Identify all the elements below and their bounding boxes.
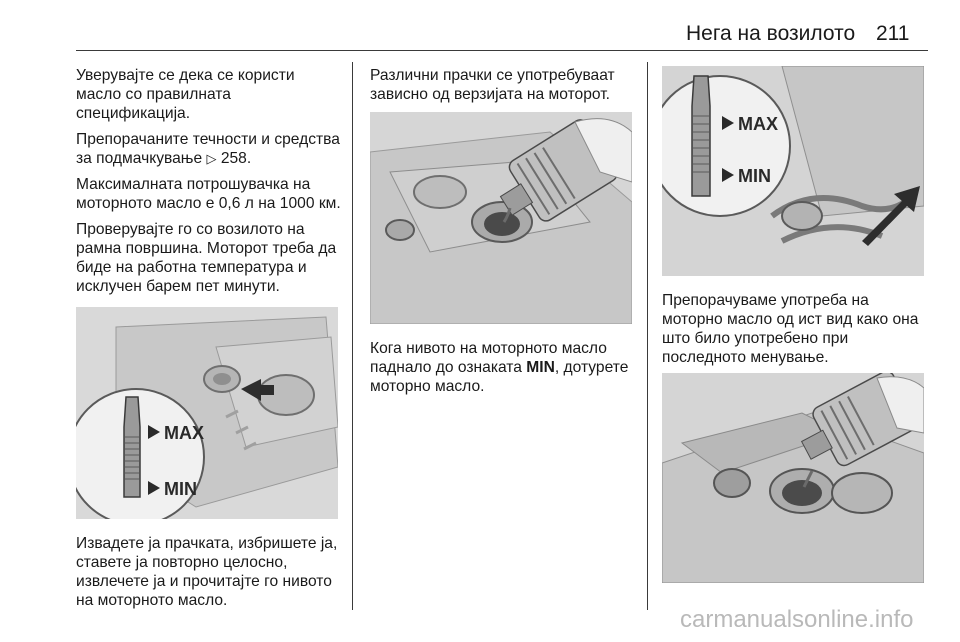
header-rule: [76, 50, 928, 51]
col1-para2: [76, 130, 342, 168]
dipstick-min-label: MIN: [164, 479, 197, 499]
dipstick-max-label: MAX: [164, 423, 204, 443]
figure-oil-refill: [370, 112, 632, 324]
col1-para4: Проверувајте го со возилото на рамна површина. Моторот треба да биде на работна температура и исклучен барем пет минути.: [76, 221, 337, 295]
col1-para3: Максималната потрошувачка на моторното масло е 0,6 л на 1000 км.: [76, 176, 341, 212]
col2-caption: [370, 339, 638, 396]
illustration-oil-pouring-2: [662, 373, 924, 583]
page-header: [0, 0, 960, 50]
col1-caption: Извадете ја прачката, избришете ја, ставете ја повторно целосно, извлечете ја и прочитајте го нивото на моторното масло.: [76, 535, 338, 609]
illustration-engine-bay-dipstick: [662, 66, 924, 276]
col1-para1: Уверувајте се дека се користи масло со правилната спецификација.: [76, 67, 295, 122]
illustration-oil-pouring: [370, 112, 632, 324]
col1-para2-ref: 258.: [220, 150, 252, 167]
illustration-engine-cover-dipstick: [76, 307, 338, 519]
col2-caption-after: , дотурете моторно масло.: [370, 359, 629, 395]
page-number: 211: [876, 22, 910, 45]
col2-intro: Различни прачки се употребуваат зависно од верзијата на моторот.: [370, 67, 615, 103]
figure-oil-refill-2: [662, 373, 924, 583]
figure-dipstick-engine-cover: [76, 307, 338, 519]
column-divider-1: [352, 62, 353, 610]
dipstick2-max-label: MAX: [738, 114, 778, 134]
col3-caption: Препорачуваме употреба на моторно масло од ист вид како она што било употребено при последното менување.: [662, 292, 919, 366]
col1-para2-text: Препорачаните течности и средства за подмачкување: [76, 131, 340, 167]
figure-dipstick-engine-bay: [662, 66, 924, 276]
col2-caption-before: Кога нивото на моторното масло паднало до ознаката: [370, 340, 607, 376]
page-ref-arrow-icon: ▷: [206, 151, 217, 166]
watermark: carmanualsonline.info: [680, 606, 914, 633]
page-title: Нега на возилото: [686, 22, 856, 45]
col2-caption-min-mark: MIN: [526, 359, 555, 376]
col1-text: [76, 66, 342, 303]
dipstick2-min-label: MIN: [738, 166, 771, 186]
column-divider-2: [647, 62, 648, 610]
